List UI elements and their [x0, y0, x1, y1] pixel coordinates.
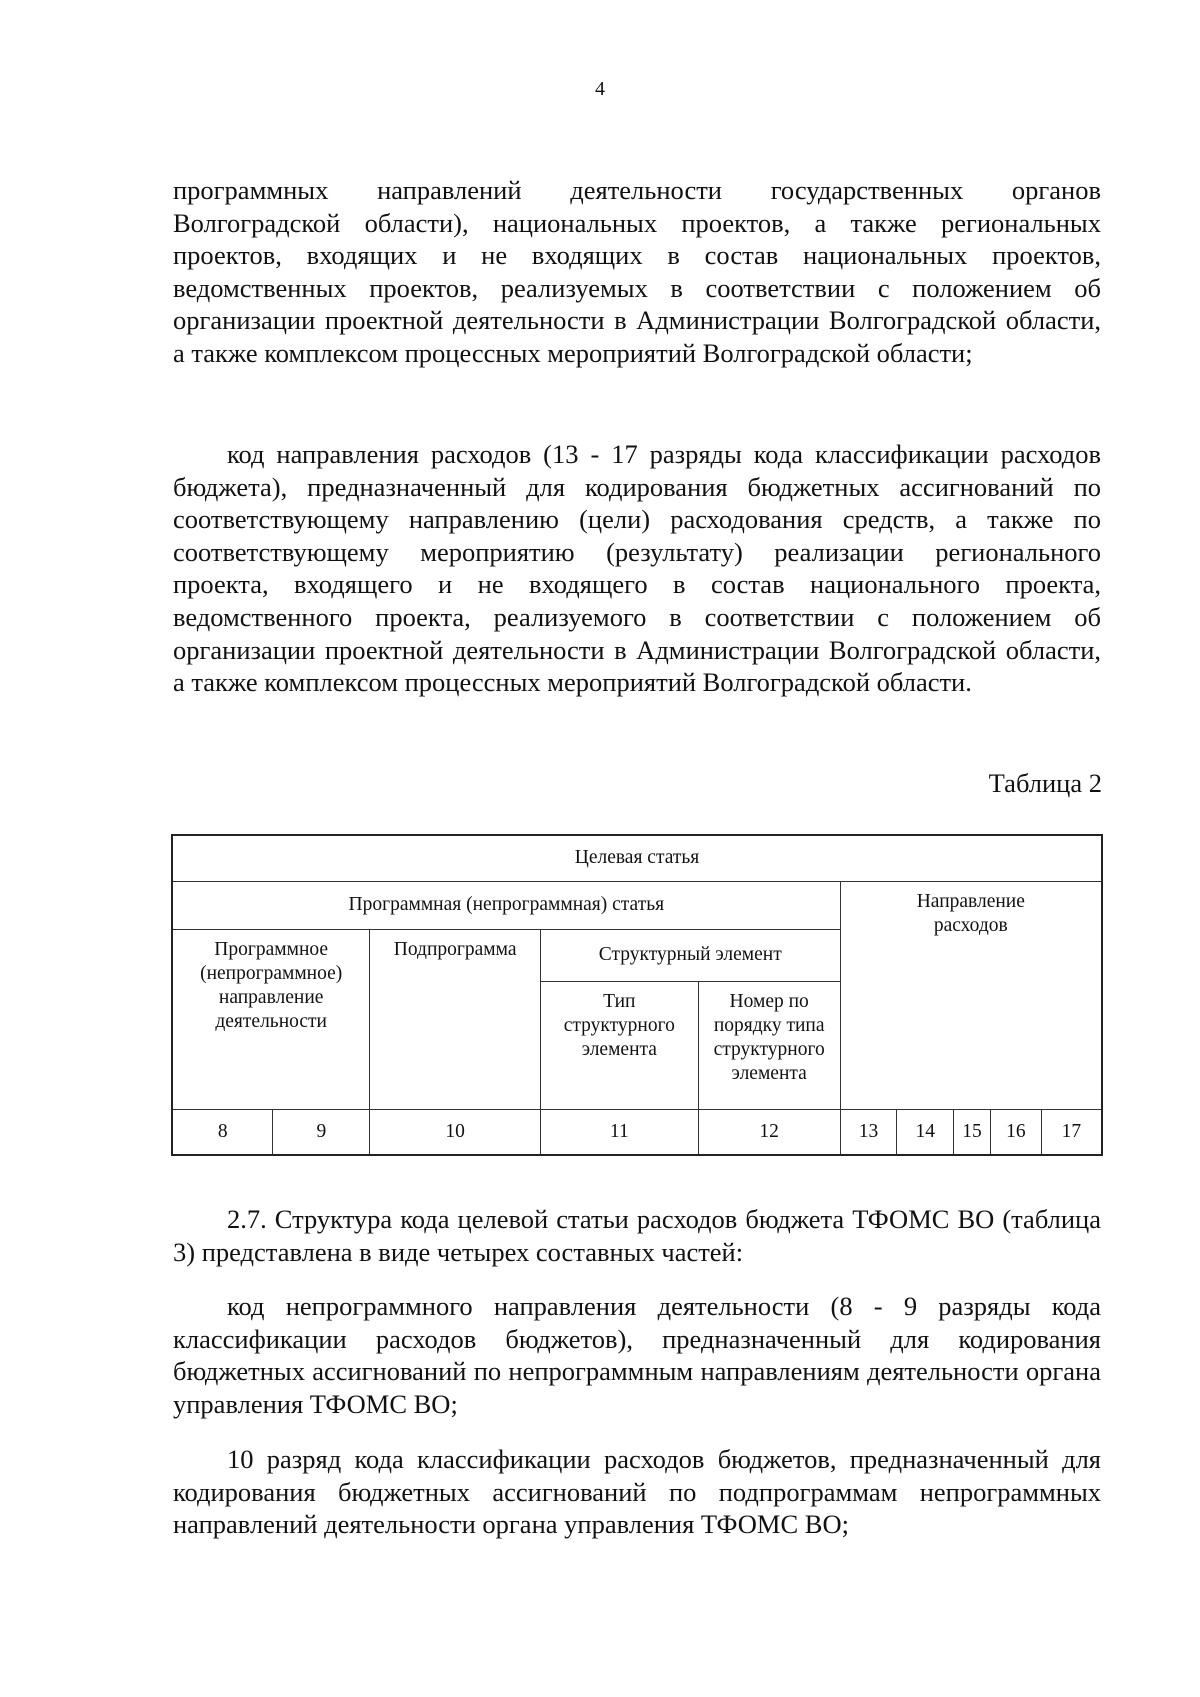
paragraph-section-2-7: 2.7. Структура кода целевой статьи расходов бюджета ТФОМС ВО (таблица 3) представлена в виде четырех составных частей: — [173, 1204, 1101, 1267]
header-element-type-label: Тип структурного элемента — [563, 990, 675, 1060]
paragraph-continuation: программных направлений деятельности государственных органов Волгоградской области), национальных проектов, а также региональных проектов, входящих и не входящих в состав национальных проектов, ведомственных проектов, реализуемых в соответствии с положением об организации проектной деятельности в Администрации Волгоградской области, а также комплексом процессных мероприятий Волгоградской области; — [173, 175, 1101, 368]
digit-cell: 14 — [897, 1109, 954, 1155]
header-element-type — [540, 981, 698, 1109]
header-program-article: Программная (непрограммная) статья — [172, 881, 840, 929]
header-element-number-label: Номер по порядку типа структурного элемента — [713, 990, 825, 1084]
paragraph-subprogram-code: 10 разряд кода классификации расходов бюджетов, предназначенный для кодирования бюджетных ассигнований по подпрограммам непрограммных направлений деятельности органа управления ТФОМС ВО; — [173, 1444, 1101, 1540]
digit-cell: 16 — [990, 1109, 1041, 1155]
code-structure-table — [171, 834, 1103, 1156]
digit-cell: 15 — [954, 1109, 991, 1155]
paragraph-nonprogram-direction-code: код непрограммного направления деятельности (8 - 9 разряды кода классификации расходов бюджетов), предназначенный для кодирования бюджетных ассигнований по непрограммным направлениям деятельности органа управления ТФОМС ВО; — [173, 1291, 1101, 1419]
header-structural-element: Структурный элемент — [540, 929, 840, 981]
paragraph-expense-direction-code: код направления расходов (13 - 17 разряды кода классификации расходов бюджета), предназначенный для кодирования бюджетных ассигнований по соответствующему направлению (цели) расходования средств, а также по соответствующему мероприятию (результату) реализации регионального проекта, входящего и не входящего в состав национального проекта, ведомственного проекта, реализуемого в соответствии с положением об организации проектной деятельности в Администрации Волгоградской области, а также комплексом процессных мероприятий Волгоградской области. — [173, 439, 1101, 698]
header-target-article: Целевая статья — [172, 835, 1102, 881]
digit-cell: 17 — [1041, 1109, 1102, 1155]
header-program-direction-label: Программное (непрограммное) направление деятельности — [200, 938, 343, 1032]
digit-cell: 12 — [698, 1109, 840, 1155]
digit-cell: 8 — [172, 1109, 273, 1155]
table-caption: Таблица 2 — [988, 768, 1102, 798]
digit-cell: 10 — [370, 1109, 541, 1155]
digit-cell: 9 — [273, 1109, 370, 1155]
header-subprogram: Подпрограмма — [370, 929, 541, 1109]
digit-cell: 13 — [840, 1109, 897, 1155]
header-program-direction — [172, 929, 370, 1109]
page-number: 4 — [595, 78, 605, 100]
header-expense-direction — [840, 881, 1102, 1109]
digit-cell: 11 — [540, 1109, 698, 1155]
header-expense-direction-label: Направление расходов — [916, 890, 1025, 936]
header-element-number — [698, 981, 840, 1109]
